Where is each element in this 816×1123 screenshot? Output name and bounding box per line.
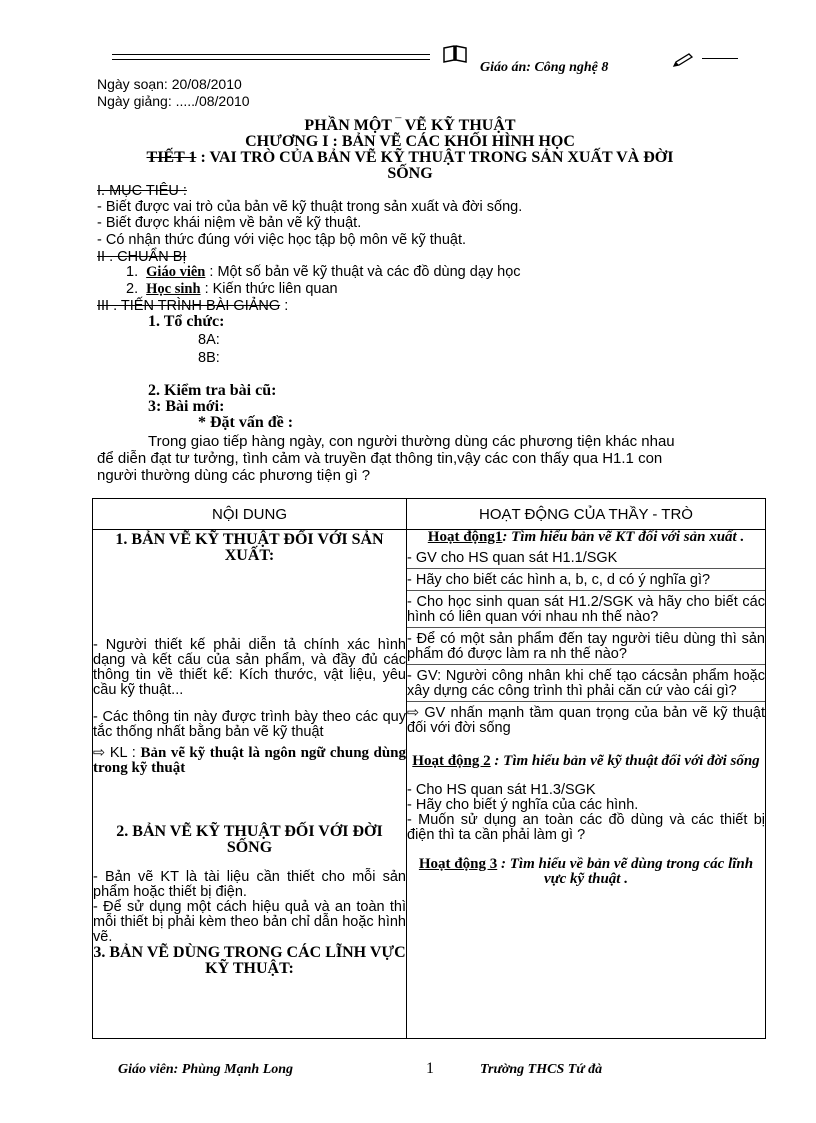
check-heading: 2. Kiểm tra bài cũ:: [148, 382, 277, 399]
activity-1-item-4: - Để có một sản phẩm đến tay người tiêu dùng thì sản phẩm đó được làm ra nh thế nào?: [407, 632, 765, 665]
section-2-para-1: - Bản vẽ KT là tài liệu cần thiết cho mỗi sản phẩm hoặc thiết bị điện.: [93, 869, 406, 900]
content-cell: [93, 530, 407, 1039]
footer-teacher: Giáo viên: Phùng Mạnh Long: [118, 1062, 294, 1077]
activity-1-heading: Hoạt động1: Tìm hiểu bản vẽ KT đối với sản xuất .: [427, 529, 745, 545]
intro-heading: * Đặt vấn đề :: [198, 414, 294, 431]
footer-school: Trường THCS Tứ đà: [480, 1062, 603, 1077]
page-number: 1: [426, 1060, 434, 1077]
lesson-heading: [90, 150, 730, 166]
activity-2-item-3: - Muốn sử dụng an toàn các đồ dùng và các thiết bị điện thì ta cần phải làm gì ?: [407, 812, 765, 843]
pencil-icon: [672, 52, 694, 68]
activity-1-item-5: - GV: Người công nhân khi chế tạo cácsản phẩm hoặc xây dựng các công trình thì phải căn cứ vào cái gì?: [407, 669, 765, 702]
header-title: Giáo án: Công nghệ 8: [480, 60, 609, 75]
activity-2-heading: Hoạt động 2 : Tìm hiểu bản vẽ kỹ thuật đối với đời sống: [412, 753, 760, 769]
activity-1-item-3: - Cho học sinh quan sát H1.2/SGK và hãy cho biết các hình có liên quan với nhau nh thế nào?: [407, 595, 765, 628]
teach-date: Ngày giảng: ...../08/2010: [97, 93, 250, 109]
section-1-title: 1. BẢN VẼ KỸ THUẬT ĐỐI VỚI SẢN XUẤT:: [115, 531, 384, 564]
intro-line-2: để diễn đạt tư tưởng, tình cảm và truyền đạt thông tin,vậy các con thấy qua H1.1 con: [97, 450, 663, 467]
table-body-row: [93, 530, 766, 1039]
activity-1-item-2: - Hãy cho biết các hình a, b, c, d có ý nghĩa gì?: [407, 573, 765, 591]
header-rule-right: [702, 58, 738, 59]
objective-3: - Có nhận thức đúng với việc học tập bộ môn vẽ kỹ thuật.: [97, 232, 467, 248]
col-content-header: NỘI DUNG: [93, 499, 407, 530]
table-header-row: [93, 499, 766, 530]
prep-date: Ngày soạn: 20/08/2010: [97, 76, 242, 92]
section-1-para-2: - Các thông tin này được trình bày theo các quy tắc thống nhất bằng bản vẽ kỹ thuật: [93, 709, 406, 740]
objectives-heading: I. MỤC TIÊU :: [97, 183, 187, 199]
objective-2: - Biết được khái niệm về bản vẽ kỹ thuật.: [97, 215, 362, 231]
lesson-label: TIẾT 1: [146, 149, 197, 166]
book-icon: [442, 45, 468, 63]
class-8a: 8A:: [198, 332, 220, 348]
activity-cell: [407, 530, 766, 1039]
activity-2-item-2: - Hãy cho biết ý nghĩa của các hình.: [407, 797, 639, 813]
lesson-title-cont: SỐNG: [387, 165, 433, 182]
col-activity-header: HOẠT ĐỘNG CỦA THẦY - TRÒ: [407, 499, 766, 530]
prep-teacher: 1. Giáo viên : Một số bản vẽ kỹ thuật và các đồ dùng dạy học: [126, 264, 521, 280]
header-rule-left-bottom: [112, 59, 430, 60]
part-heading: PHẦN MỘT ‾ VẼ KỸ THUẬT: [304, 117, 516, 134]
section-1-para-1: - Người thiết kế phải diễn tả chính xác hình dạng và kết cấu của sản phẩm, và đầy đủ các thông tin về thiết kế: Kích thước, vật liệu, yêu cầu kỹ thuật...: [93, 637, 406, 698]
intro-line-3: người thường dùng các phương tiện gì ?: [97, 467, 371, 484]
arrow-right-icon: ⇨: [407, 705, 420, 721]
lesson-table: [92, 498, 766, 1039]
section-2-para-2: - Để sử dụng một cách hiệu quả và an toàn thì mỗi thiết bị phải kèm theo bản chỉ dẫn hoặc hình vẽ.: [93, 899, 406, 945]
chapter-heading: CHƯƠNG I : BẢN VẼ CÁC KHỐI HÌNH HỌC: [245, 133, 575, 150]
new-lesson-heading: 3: Bài mới:: [148, 398, 225, 415]
class-8b: 8B:: [198, 350, 220, 366]
intro-line-1: Trong giao tiếp hàng ngày, con người thường dùng các phương tiện khác nhau: [148, 433, 675, 450]
header-rule-left-top: [112, 54, 430, 55]
section-3-title: 3. BẢN VẼ DÙNG TRONG CÁC LĨNH VỰC KỸ THUẬT:: [93, 944, 406, 977]
activity-3-heading: Hoạt động 3 : Tìm hiểu về bản vẽ dùng trong các lĩnh vực kỹ thuật .: [418, 856, 754, 887]
org-heading: 1. Tổ chức:: [148, 313, 225, 330]
lesson-title: : VAI TRÒ CỦA BẢN VẼ KỸ THUẬT TRONG SẢN XUẤT VÀ ĐỜI: [196, 149, 674, 166]
section-1-conclusion: ⇨ KL : Bản vẽ kỹ thuật là ngôn ngữ chung dùng trong kỹ thuật: [93, 745, 406, 776]
preparation-heading: II . CHUẨN BỊ: [97, 249, 187, 265]
activity-1-item-6: ⇨ GV nhấn mạnh tầm quan trọng của bản vẽ kỹ thuật đối với đời sống: [407, 705, 765, 736]
prep-student: 2. Học sinh : Kiến thức liên quan: [126, 281, 338, 297]
arrow-right-icon: ⇨: [93, 745, 106, 761]
activity-2-item-1: - Cho HS quan sát H1.3/SGK: [407, 782, 596, 798]
process-heading: III . TIẾN TRÌNH BÀI GIẢNG :: [97, 298, 289, 314]
activity-1-item-1: - GV cho HS quan sát H1.1/SGK: [407, 551, 765, 569]
section-2-title: 2. BẢN VẼ KỸ THUẬT ĐỐI VỚI ĐỜI SỐNG: [116, 823, 383, 856]
objective-1: - Biết được vai trò của bản vẽ kỹ thuật trong sản xuất và đời sống.: [97, 199, 523, 215]
